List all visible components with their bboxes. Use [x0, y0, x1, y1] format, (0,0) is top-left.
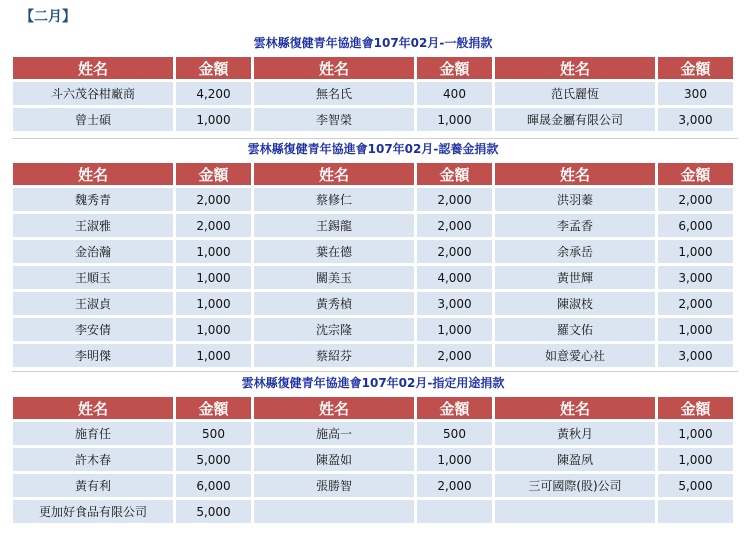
section-title: 雲林縣復健青年協進會107年02月-認養金捐款: [247, 142, 499, 156]
donor-name-cell: 更加好食品有限公司: [13, 500, 173, 523]
donation-amount-cell: 4,000: [417, 266, 492, 289]
donor-name-cell: 魏秀青: [13, 188, 173, 211]
donation-amount-cell: 1,000: [658, 422, 733, 445]
donation-amount-cell: 5,000: [176, 448, 251, 471]
column-header-amount: 金額: [176, 163, 251, 185]
donation-amount-cell: 1,000: [658, 240, 733, 263]
donation-amount-cell: 1,000: [658, 318, 733, 341]
donor-name-cell: 暉晟金屬有限公司: [495, 108, 655, 131]
table-row: [13, 266, 733, 289]
donor-name-cell: 曾士碩: [13, 108, 173, 131]
donation-amount-cell: 1,000: [176, 318, 251, 341]
donor-name-cell: 斗六茂谷柑廠商: [13, 82, 173, 105]
donor-name-cell: 施育任: [13, 422, 173, 445]
donation-amount-cell: 1,000: [176, 108, 251, 131]
donor-name-cell: 蔡紹芬: [254, 344, 414, 367]
table-row: [13, 474, 733, 497]
donor-name-cell: 范氏麗恆: [495, 82, 655, 105]
donation-amount-cell: 1,000: [176, 344, 251, 367]
donor-name-cell: 黃秋月: [495, 422, 655, 445]
donation-amount-cell: 1,000: [417, 108, 492, 131]
column-header-amount: 金額: [658, 163, 733, 185]
donation-amount-cell: 2,000: [176, 188, 251, 211]
donor-name-cell: 葉在德: [254, 240, 414, 263]
donor-name-cell: 羅文佑: [495, 318, 655, 341]
donation-amount-cell: 2,000: [658, 292, 733, 315]
donor-name-cell: 李安倩: [13, 318, 173, 341]
donation-amount-cell: [658, 500, 733, 523]
donor-name-cell: [495, 500, 655, 523]
donor-name-cell: 李智榮: [254, 108, 414, 131]
donation-amount-cell: 2,000: [417, 188, 492, 211]
donor-name-cell: 陳盈夙: [495, 448, 655, 471]
donation-amount-cell: 3,000: [417, 292, 492, 315]
donation-amount-cell: 6,000: [176, 474, 251, 497]
designated-donation-section: [8, 372, 738, 526]
donation-amount-cell: 1,000: [176, 292, 251, 315]
column-header-name: 姓名: [13, 397, 173, 419]
table-row: [13, 108, 733, 131]
donor-name-cell: 洪羽蓁: [495, 188, 655, 211]
table-row: [13, 448, 733, 471]
table-row: [13, 188, 733, 211]
donor-name-cell: 李孟香: [495, 214, 655, 237]
donor-name-cell: 如意愛心社: [495, 344, 655, 367]
table-row: [13, 214, 733, 237]
column-header-amount: 金額: [658, 397, 733, 419]
column-header-amount: 金額: [176, 57, 251, 79]
donation-amount-cell: 2,000: [417, 344, 492, 367]
column-header-name: 姓名: [254, 57, 414, 79]
donor-name-cell: 黃有利: [13, 474, 173, 497]
section-title: 雲林縣復健青年協進會107年02月-一般捐款: [253, 36, 493, 50]
column-header-amount: 金額: [417, 57, 492, 79]
donor-name-cell: [254, 500, 414, 523]
donor-name-cell: 無名氏: [254, 82, 414, 105]
donation-amount-cell: 3,000: [658, 108, 733, 131]
donor-name-cell: 陳盈如: [254, 448, 414, 471]
donation-amount-cell: 500: [176, 422, 251, 445]
donation-amount-cell: 1,000: [658, 448, 733, 471]
table-row: [13, 500, 733, 523]
donation-amount-cell: 2,000: [417, 240, 492, 263]
column-header-amount: 金額: [658, 57, 733, 79]
column-header-name: 姓名: [254, 397, 414, 419]
general-donation-section: [8, 32, 738, 134]
donation-amount-cell: 3,000: [658, 266, 733, 289]
donation-amount-cell: 1,000: [176, 266, 251, 289]
donor-name-cell: 李明傑: [13, 344, 173, 367]
donation-amount-cell: 6,000: [658, 214, 733, 237]
donation-amount-cell: 1,000: [417, 318, 492, 341]
donation-table: [10, 160, 736, 370]
donation-amount-cell: 2,000: [417, 474, 492, 497]
column-header-amount: 金額: [176, 397, 251, 419]
donor-name-cell: 余承岳: [495, 240, 655, 263]
donor-name-cell: 沈宗隆: [254, 318, 414, 341]
table-header-row: [13, 397, 733, 419]
donor-name-cell: 王淑雅: [13, 214, 173, 237]
sponsorship-donation-section: [8, 138, 738, 370]
donor-name-cell: 黃世輝: [495, 266, 655, 289]
donation-table: [10, 54, 736, 134]
donation-amount-cell: 300: [658, 82, 733, 105]
table-row: [13, 240, 733, 263]
column-header-name: 姓名: [495, 57, 655, 79]
column-header-name: 姓名: [13, 57, 173, 79]
donor-name-cell: 關美玉: [254, 266, 414, 289]
column-header-name: 姓名: [495, 397, 655, 419]
donation-amount-cell: 400: [417, 82, 492, 105]
section-title: 雲林縣復健青年協進會107年02月-指定用途捐款: [241, 376, 505, 390]
donation-amount-cell: [417, 500, 492, 523]
table-row: [13, 318, 733, 341]
table-row: [13, 82, 733, 105]
donor-name-cell: 蔡修仁: [254, 188, 414, 211]
donation-amount-cell: 5,000: [658, 474, 733, 497]
donor-name-cell: 王錫龍: [254, 214, 414, 237]
column-header-name: 姓名: [13, 163, 173, 185]
month-heading: 【二月】: [20, 9, 76, 25]
donation-amount-cell: 500: [417, 422, 492, 445]
column-header-amount: 金額: [417, 163, 492, 185]
table-row: [13, 422, 733, 445]
table-row: [13, 344, 733, 367]
donation-amount-cell: 2,000: [658, 188, 733, 211]
donor-name-cell: 王順玉: [13, 266, 173, 289]
table-header-row: [13, 57, 733, 79]
donation-amount-cell: 1,000: [417, 448, 492, 471]
donor-name-cell: 陳淑枝: [495, 292, 655, 315]
donation-amount-cell: 1,000: [176, 240, 251, 263]
table-header-row: [13, 163, 733, 185]
column-header-name: 姓名: [254, 163, 414, 185]
donation-amount-cell: 4,200: [176, 82, 251, 105]
donation-amount-cell: 2,000: [176, 214, 251, 237]
donor-name-cell: 三可國際(股)公司: [495, 474, 655, 497]
donor-name-cell: 許木春: [13, 448, 173, 471]
column-header-name: 姓名: [495, 163, 655, 185]
donation-table: [10, 394, 736, 526]
donation-amount-cell: 2,000: [417, 214, 492, 237]
donation-amount-cell: 5,000: [176, 500, 251, 523]
donor-name-cell: 張勝智: [254, 474, 414, 497]
donor-name-cell: 施高一: [254, 422, 414, 445]
donor-name-cell: 黃秀楨: [254, 292, 414, 315]
column-header-amount: 金額: [417, 397, 492, 419]
donor-name-cell: 王淑貞: [13, 292, 173, 315]
donor-name-cell: 金治瀚: [13, 240, 173, 263]
donation-amount-cell: 3,000: [658, 344, 733, 367]
table-row: [13, 292, 733, 315]
